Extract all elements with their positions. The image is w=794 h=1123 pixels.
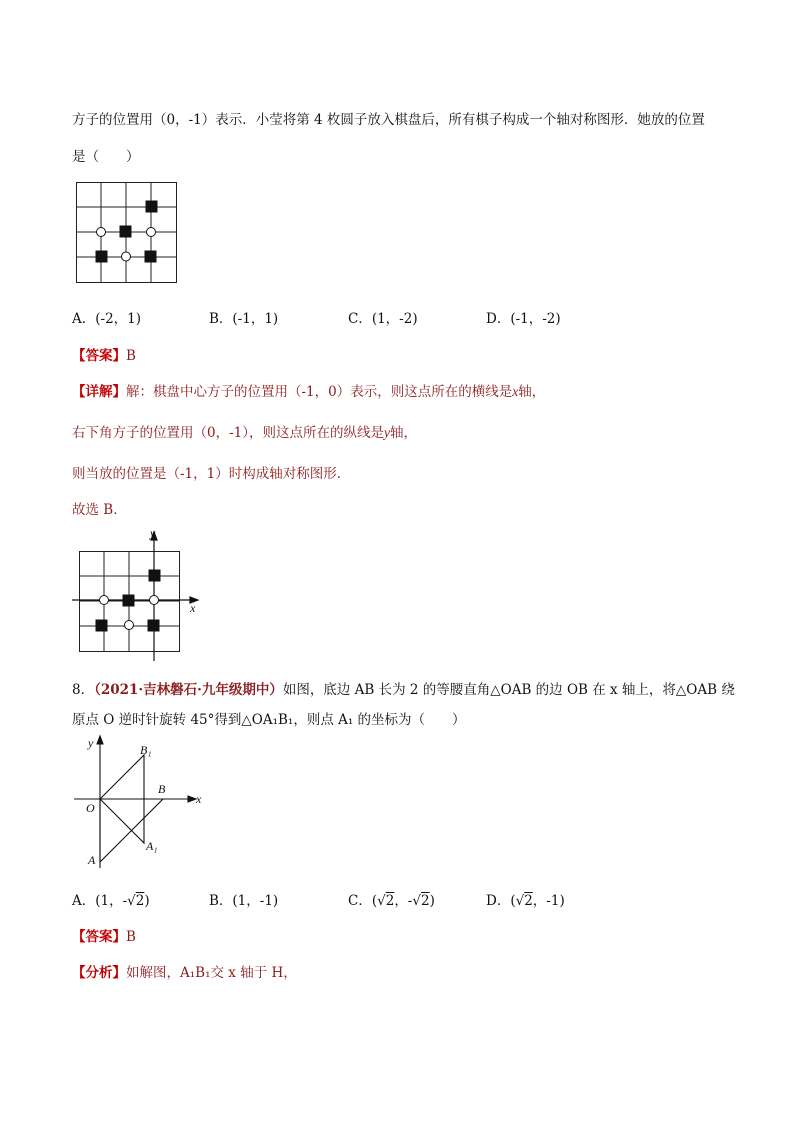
q7-text-line1: 方子的位置用（0，-1）表示．小莹将第 4 枚圆子放入棋盘后，所有棋子构成一个轴对称图形．她放的位置 [72, 112, 705, 128]
square-piece [145, 251, 157, 263]
q7-option-c: C．(1，-2) [348, 311, 418, 327]
q8-text-line2: 原点 O 逆时针旋转 45°得到△OA₁B₁，则点 A₁ 的坐标为（ ） [72, 712, 466, 728]
round-piece [100, 596, 109, 605]
answer-tag: 【答案】 [72, 348, 126, 364]
square-piece [96, 620, 108, 632]
q7-option-a: A．(-2，1) [72, 311, 142, 327]
q8-number: 8． [72, 682, 95, 698]
square-piece [123, 595, 135, 607]
point-b1-label: B₁ [140, 743, 152, 757]
answer-value: B [126, 348, 136, 364]
point-b-label: B [158, 782, 166, 796]
answer-tag: 【答案】 [72, 929, 126, 945]
point-a1-label: A₁ [146, 839, 158, 853]
analysis-tag: 【分析】 [72, 965, 126, 981]
q8-analysis-line: 【分析】如解图，A₁B₁交 x 轴于 H， [72, 965, 297, 981]
q7-option-b: B．(-1，1) [209, 311, 279, 327]
round-piece [150, 596, 159, 605]
q8-option-d: D．(√2，-1) [486, 893, 565, 909]
square-piece [148, 620, 160, 632]
detail-tag: 【详解】 [72, 384, 126, 400]
q7-detail-line4: 故选 B． [72, 502, 127, 518]
q8-option-b: B．(1，-1) [209, 893, 279, 909]
q8-answer-line [72, 925, 136, 945]
q8-text-line1: 8．（2021·吉林磐石·九年级期中）如图，底边 AB 长为 2 的等腰直角△OAB 的边 OB 在 x 轴上，将△OAB 绕 [72, 682, 735, 698]
square-piece [120, 226, 132, 238]
y-axis-label: y [88, 736, 94, 750]
x-axis-label: x [196, 792, 202, 806]
answer-value: B [126, 929, 136, 945]
square-piece [146, 201, 158, 213]
q7-option-d: D．(-1，-2) [486, 311, 561, 327]
round-piece [147, 228, 156, 237]
y-axis-label: y [150, 526, 156, 540]
origin-label: O [86, 801, 95, 815]
q8-option-a: A．(1，-√2) [72, 893, 150, 909]
x-axis-label: x [190, 601, 196, 615]
point-a-label: A [88, 853, 96, 867]
q8-source: （2021·吉林磐石·九年级期中） [94, 682, 283, 698]
q7-detail-line1: 【详解】解：棋盘中心方子的位置用（-1，0）表示，则这点所在的横线是x轴， [72, 384, 546, 400]
q7-solution-figure [72, 528, 207, 663]
round-piece [97, 228, 106, 237]
q8-option-c: C．(√2，-√2) [348, 893, 435, 909]
q7-board-figure [76, 182, 178, 284]
q7-detail-line3: 则当放的位置是（-1，1）时构成轴对称图形． [72, 466, 351, 482]
q8-rotation-figure [72, 732, 212, 872]
q7-answer-line [72, 344, 136, 364]
square-piece [149, 570, 161, 582]
square-piece [96, 251, 108, 263]
round-piece [122, 252, 131, 261]
round-piece [125, 621, 134, 630]
q7-text-line2: 是（ ） [72, 149, 140, 165]
q7-detail-line2: 右下角方子的位置用（0，-1），则这点所在的纵线是y轴， [72, 425, 417, 441]
